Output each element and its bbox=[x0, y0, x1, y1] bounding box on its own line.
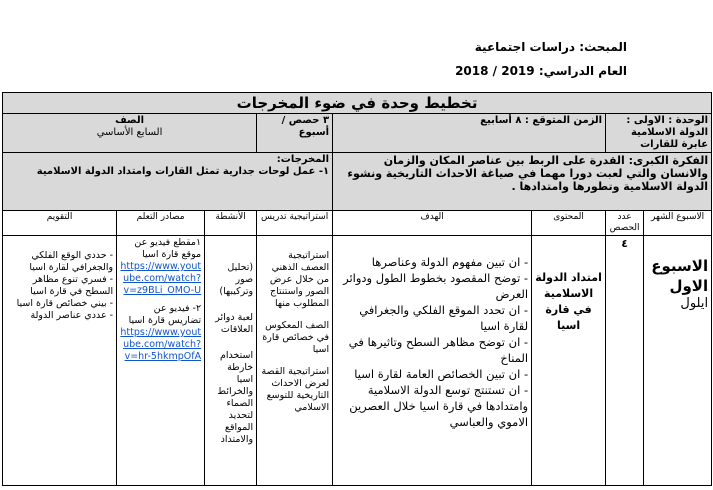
outputs-value: ١- عمل لوحات جدارية تمثل القارات وامتداد الدولة الاسلامية bbox=[36, 166, 330, 177]
week-cell bbox=[644, 236, 712, 486]
week-line2: الاول bbox=[669, 277, 709, 295]
assessment-cell bbox=[3, 236, 117, 486]
unit-plan-table bbox=[2, 92, 712, 486]
subject-line bbox=[475, 40, 627, 54]
goals-list bbox=[336, 254, 528, 430]
month-label: ايلول bbox=[680, 296, 709, 311]
unit-cell: الوحدة : الاولى : الدولة الاسلامية عابرة للقارات bbox=[606, 114, 712, 153]
activities-cell bbox=[205, 236, 257, 486]
goal-item: - ان توضح مظاهر السطح وتاثيرها في المناخ bbox=[348, 335, 529, 365]
subject-value: دراسات اجتماعية bbox=[474, 40, 576, 54]
grade-label: الصف bbox=[115, 115, 145, 126]
goals-cell bbox=[333, 236, 532, 486]
strategy-item: استراتيجية العصف الذهني من خلال عرض الصور واستنتاج المطلوب منها bbox=[269, 250, 330, 309]
goal-item: - ان تحدد الموقع الفلكي والجغرافي لقارة اسيا bbox=[359, 303, 529, 333]
big-idea-cell: الفكرة الكبرى: القدرة على الربط بين عناصر المكان والزمان والانسان والتي لعبت دورا مهما في صياغة الاحداث التاريخية ونشوء الدولة الاسلامية وتطورها وامتدادها . bbox=[333, 153, 712, 211]
source-item-1-label: ١مقطع فيديو عن موقع قارة اسيا bbox=[134, 237, 202, 260]
col-sources: مصادر التعلم bbox=[117, 211, 205, 236]
col-goal: الهدف bbox=[333, 211, 532, 236]
col-assessment: التقويم bbox=[3, 211, 117, 236]
year-value: 2018 / 2019 bbox=[455, 64, 535, 78]
grade-value: السابع الأساسي bbox=[96, 127, 163, 138]
goal-item: - ان تبين مفهوم الدولة وعناصرها bbox=[371, 255, 529, 269]
strategy-item: استراتيجية القصة لعرض الاحداث التاريخية للتوسع الاسلامي bbox=[261, 366, 330, 413]
source-item-1-link[interactable]: https://www.youtube.com/watch?v=z9BLi_OMO-U bbox=[120, 261, 202, 296]
activity-item: (تحليل صور وتركيبها) bbox=[219, 262, 254, 297]
goal-item: - ان تبين الخصائص العامة لقارة اسيا bbox=[354, 367, 529, 381]
col-periods-count: عدد الحصص bbox=[606, 211, 644, 236]
goal-item: - توضح المقصود بخطوط الطول ودوائر العرض bbox=[343, 271, 529, 301]
periods-per-week-cell: ٣ حصص / أسبوع bbox=[257, 114, 333, 153]
assessment-item: - عددي عناصر الدولة bbox=[30, 310, 114, 321]
periods-count-cell: ٤ bbox=[606, 236, 644, 486]
title-row bbox=[3, 93, 712, 114]
plan-title: تخطيط وحدة في ضوء المخرجات bbox=[3, 93, 712, 114]
content-cell: امتداد الدولة الاسلامية في قارة اسيا bbox=[532, 236, 606, 486]
strategy-item: الصف المعكوس في خصائص قارة اسيا bbox=[262, 320, 330, 355]
col-activities: الأنشطة bbox=[205, 211, 257, 236]
activity-item: استخدام خارطة اسيا والخرائط الصماء لتحديد المواقع والامتداد bbox=[217, 350, 254, 445]
sources-cell bbox=[117, 236, 205, 486]
academic-year-line bbox=[455, 64, 627, 78]
outputs-cell bbox=[3, 153, 333, 211]
info-row bbox=[3, 114, 712, 153]
source-item-2-link[interactable]: https://www.youtube.com/watch?v=hr-5hkmpOfA bbox=[120, 327, 202, 362]
assessment-item: - بيني خصائص قارة اسيا bbox=[16, 298, 114, 309]
strategies-cell bbox=[257, 236, 333, 486]
subject-label: المبحث: bbox=[579, 40, 627, 54]
expected-time-cell: الزمن المتوقع : ٨ أسابيع bbox=[333, 114, 606, 153]
activity-item: لعبة دوائر العلاقات bbox=[215, 312, 254, 335]
col-content: المحتوى bbox=[532, 211, 606, 236]
assessment-item: - فسري تنوع مظاهر السطح في قارة اسيا bbox=[30, 274, 114, 297]
assessment-item: - حددي الوقع الفلكي والجغرافي لقارة اسيا bbox=[29, 250, 114, 273]
year-label: العام الدراسي: bbox=[538, 64, 627, 78]
week-row bbox=[3, 236, 712, 486]
column-header-row bbox=[3, 211, 712, 236]
grade-cell bbox=[3, 114, 257, 153]
col-week: الاسبوع الشهر bbox=[644, 211, 712, 236]
outputs-label: المخرجات: bbox=[276, 154, 330, 165]
goal-item: - ان تستنتج توسع الدولة الاسلامية وامتدادها في قارة اسيا خلال العصرين الاموي والعباسي bbox=[349, 383, 529, 429]
col-strategies: استراتيجية تدريس bbox=[257, 211, 333, 236]
source-item-2-label: ٢- فيديو عن تضاريس قارة اسيا bbox=[128, 303, 202, 326]
idea-row bbox=[3, 153, 712, 211]
week-line1: الاسبوع bbox=[651, 257, 709, 275]
